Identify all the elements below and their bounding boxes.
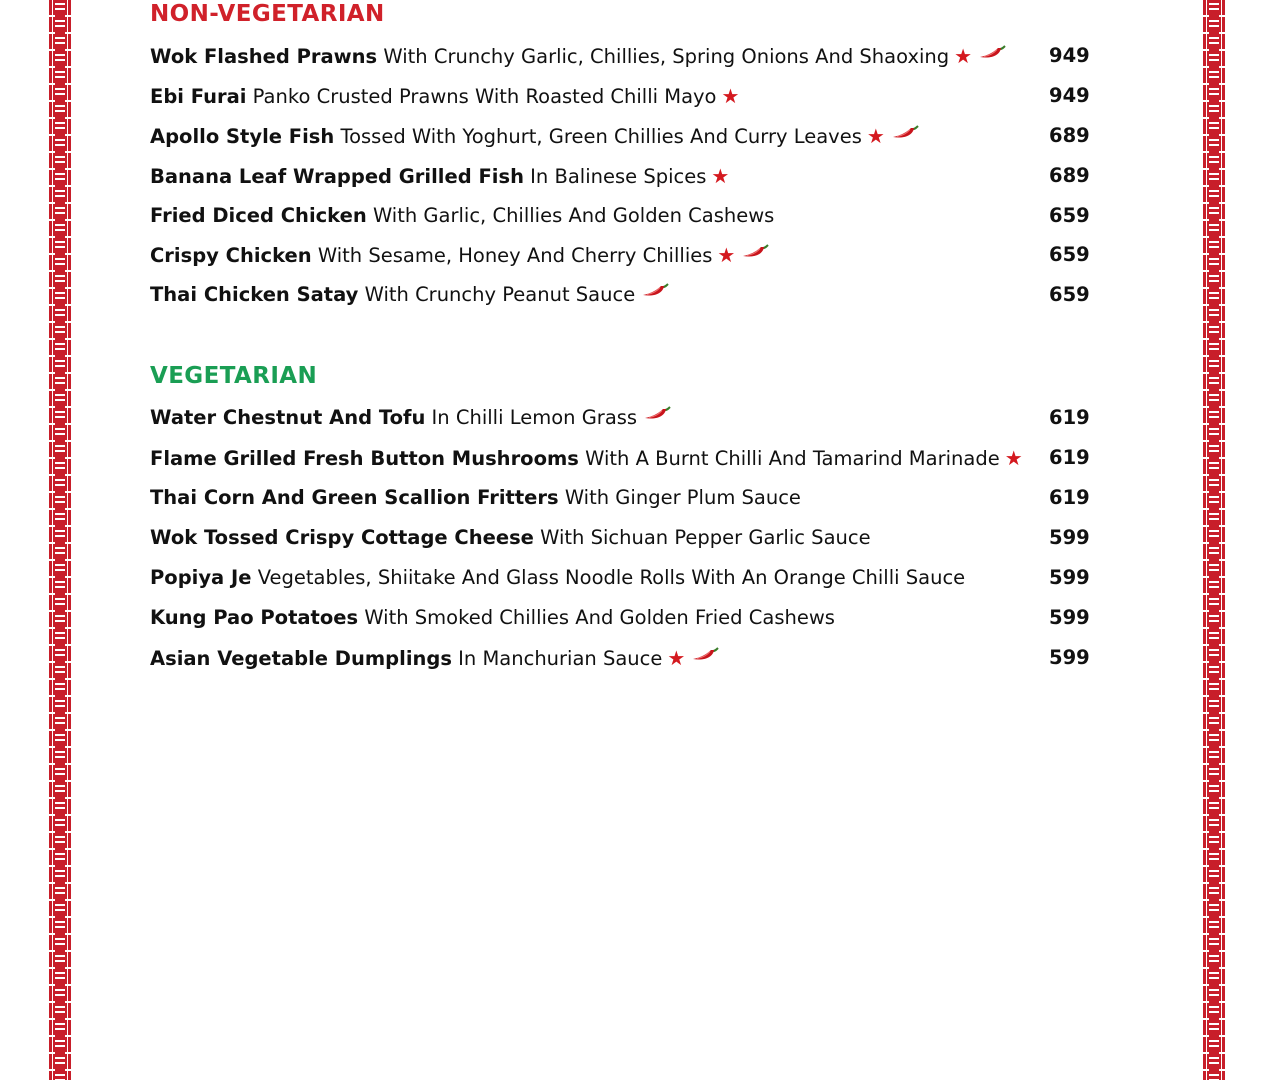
dish-description: With Garlic, Chillies And Golden Cashews	[372, 204, 775, 227]
star-icon: ★	[954, 44, 973, 68]
menu-item	[150, 161, 1095, 191]
greek-key-border-left	[49, 0, 71, 1080]
dish-name: Fried Diced Chicken	[150, 204, 367, 227]
menu-item	[150, 41, 1095, 71]
chili-pepper-icon	[741, 240, 771, 270]
section-title-vegetarian: VEGETARIAN	[150, 363, 318, 389]
menu-item	[150, 603, 1095, 633]
dish-name: Apollo Style Fish	[150, 125, 335, 148]
menu-item	[150, 483, 1095, 513]
menu-item	[150, 563, 1095, 593]
star-icon: ★	[866, 124, 885, 148]
dish-description: With Sesame, Honey And Cherry Chillies	[317, 244, 713, 267]
dish-name: Asian Vegetable Dumplings	[150, 647, 452, 670]
dish-name: Crispy Chicken	[150, 244, 312, 267]
dish-name: Popiya Je	[150, 566, 252, 589]
chili-pepper-icon	[641, 279, 671, 309]
dish-description: Panko Crusted Prawns With Roasted Chilli Mayo	[252, 85, 717, 108]
dish-name: Banana Leaf Wrapped Grilled Fish	[150, 165, 524, 188]
dish-description: With A Burnt Chilli And Tamarind Marinade	[585, 447, 1000, 470]
dish-price: 659	[1049, 243, 1090, 266]
dish-price: 949	[1049, 44, 1090, 67]
dish-description: With Ginger Plum Sauce	[564, 486, 801, 509]
greek-key-border-right	[1203, 0, 1225, 1080]
chili-pepper-icon	[691, 643, 721, 673]
dish-name: Wok Tossed Crispy Cottage Cheese	[150, 526, 534, 549]
dish-description: With Crunchy Garlic, Chillies, Spring Onions And Shaoxing	[383, 45, 950, 68]
dish-description: With Smoked Chillies And Golden Fried Cashews	[364, 606, 835, 629]
dish-name: Ebi Furai	[150, 85, 247, 108]
dish-price: 599	[1049, 526, 1090, 549]
menu-item	[150, 403, 1095, 433]
dish-description: With Crunchy Peanut Sauce	[364, 283, 636, 306]
dish-price: 949	[1049, 84, 1090, 107]
dish-description: Vegetables, Shiitake And Glass Noodle Rolls With An Orange Chilli Sauce	[257, 566, 966, 589]
menu-item	[150, 240, 1095, 270]
dish-price: 599	[1049, 566, 1090, 589]
dish-name: Thai Chicken Satay	[150, 283, 359, 306]
dish-name: Kung Pao Potatoes	[150, 606, 359, 629]
dish-price: 659	[1049, 283, 1090, 306]
star-icon: ★	[717, 243, 736, 267]
menu-item	[150, 81, 1095, 111]
dish-price: 599	[1049, 646, 1090, 669]
dish-price: 599	[1049, 606, 1090, 629]
star-icon: ★	[667, 646, 686, 670]
menu-item	[150, 643, 1095, 673]
chili-pepper-icon	[643, 402, 673, 432]
dish-description: Tossed With Yoghurt, Green Chillies And Curry Leaves	[340, 125, 862, 148]
section-title-non-vegetarian: NON-VEGETARIAN	[150, 1, 385, 27]
dish-price: 619	[1049, 406, 1090, 429]
dish-description: In Chilli Lemon Grass	[431, 406, 638, 429]
chili-pepper-icon	[891, 121, 921, 151]
menu-item	[150, 443, 1095, 473]
dish-price: 619	[1049, 486, 1090, 509]
dish-name: Water Chestnut And Tofu	[150, 406, 426, 429]
star-icon: ★	[721, 84, 740, 108]
dish-price: 689	[1049, 124, 1090, 147]
menu-item	[150, 280, 1095, 310]
dish-price: 659	[1049, 204, 1090, 227]
star-icon: ★	[1004, 446, 1023, 470]
dish-name: Flame Grilled Fresh Button Mushrooms	[150, 447, 579, 470]
menu-item	[150, 523, 1095, 553]
menu-item	[150, 201, 1095, 231]
dish-description: In Balinese Spices	[530, 165, 707, 188]
star-icon: ★	[711, 164, 730, 188]
chili-pepper-icon	[978, 41, 1008, 71]
dish-name: Thai Corn And Green Scallion Fritters	[150, 486, 559, 509]
dish-description: With Sichuan Pepper Garlic Sauce	[540, 526, 871, 549]
menu-item	[150, 121, 1095, 151]
dish-name: Wok Flashed Prawns	[150, 45, 378, 68]
dish-price: 689	[1049, 164, 1090, 187]
dish-description: In Manchurian Sauce	[458, 647, 663, 670]
dish-price: 619	[1049, 446, 1090, 469]
